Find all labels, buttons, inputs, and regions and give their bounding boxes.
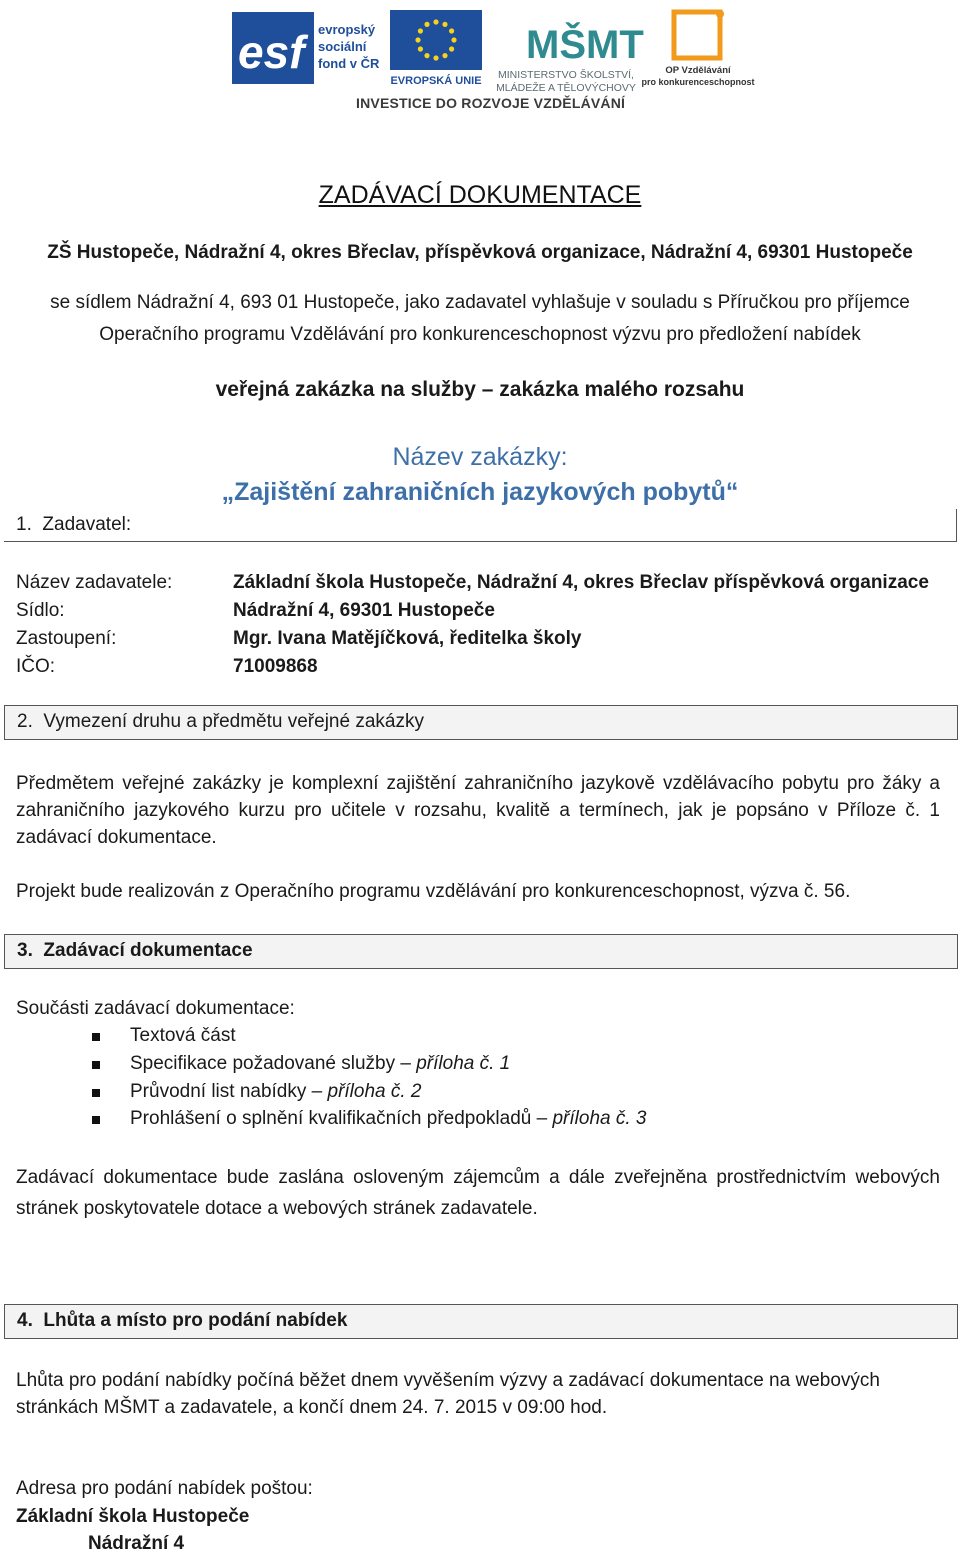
intro-line-2: Operačního programu Vzdělávání pro konkurenceschopnost výzvu pro předložení nabídek bbox=[99, 324, 861, 345]
esf-logo bbox=[232, 12, 382, 84]
esf-caption-2: sociální bbox=[318, 39, 367, 54]
info-value: Mgr. Ivana Matějíčková, ředitelka školy bbox=[233, 628, 582, 649]
contract-name-value: „Zajištění zahraničních jazykových pobytů“ bbox=[221, 478, 739, 506]
section-4-header bbox=[4, 1304, 958, 1339]
section-3-title: Zadávací dokumentace bbox=[43, 940, 253, 961]
op-caption-2: pro konkurenceschopnost bbox=[641, 77, 755, 87]
predmet-paragraph: Předmětem veřejné zakázky je komplexní zajištění zahraničního jazykově vzdělávacího pobytu pro žáky a zahraničního jazykového kurzu pro učitele v rozsahu, kvalitě a termínech, jak je popsáno v Příloze č. 1 zadávací dokumentace. bbox=[16, 773, 940, 848]
esf-logo-text: esf bbox=[238, 26, 305, 78]
info-label: Název zadavatele: bbox=[16, 572, 173, 593]
document-title: ZADÁVACÍ DOKUMENTACE bbox=[318, 181, 642, 209]
eu-flag bbox=[390, 10, 482, 70]
esf-caption-3: fond v ČR bbox=[318, 56, 380, 71]
info-row-sidlo bbox=[16, 600, 946, 628]
investice-tagline: INVESTICE DO ROZVOJE VZDĚLÁVÁNÍ bbox=[356, 95, 626, 111]
adresa-street: Nádražní 4 bbox=[88, 1533, 185, 1554]
section-1-title: Zadavatel: bbox=[42, 514, 132, 535]
op-caption-1: OP Vzdělávání bbox=[665, 65, 731, 76]
section-2-title: Vymezení druhu a předmětu veřejné zakázky bbox=[43, 711, 424, 732]
lhuta-paragraph: Lhůta pro podání nabídky počíná běžet dnem vyvěšením výzvy a zadávací dokumentace na webových stránkách MŠMT a zadavatele, a končí dnem 24. 7. 2015 v 09:00 hod. bbox=[16, 1370, 880, 1418]
adresa-label: Adresa pro podání nabídek poštou: bbox=[16, 1478, 313, 1499]
info-label: IČO: bbox=[16, 656, 56, 677]
info-value: 71009868 bbox=[233, 656, 318, 677]
section-4-number: 4. bbox=[17, 1310, 33, 1331]
msmt-mark: MŠMT bbox=[526, 23, 644, 67]
info-row-nazev bbox=[16, 572, 946, 600]
adresa-name: Základní škola Hustopeče bbox=[16, 1506, 250, 1527]
info-label: Zastoupení: bbox=[16, 628, 117, 649]
bullet-square-icon bbox=[92, 1089, 100, 1097]
section-2-header bbox=[4, 705, 958, 740]
bullet-square-icon bbox=[92, 1116, 100, 1124]
section-3-number: 3. bbox=[17, 940, 33, 961]
msmt-caption-1: MINISTERSTVO ŠKOLSTVÍ, bbox=[498, 69, 634, 81]
op-vk-logo bbox=[641, 8, 755, 88]
bullet-square-icon bbox=[92, 1033, 100, 1041]
info-value: Nádražní 4, 69301 Hustopeče bbox=[233, 600, 495, 621]
contract-name-label: Název zakázky: bbox=[392, 443, 568, 471]
eu-flag-logo bbox=[390, 10, 482, 88]
section-3-header bbox=[4, 934, 958, 969]
section-1-header bbox=[4, 509, 957, 542]
eu-caption: EVROPSKÁ UNIE bbox=[390, 75, 482, 87]
section-1-number: 1. bbox=[16, 514, 32, 535]
info-value: Základní škola Hustopeče, Nádražní 4, okres Břeclav příspěvková organizace bbox=[233, 572, 929, 593]
section-4-title: Lhůta a místo pro podání nabídek bbox=[43, 1310, 348, 1331]
esf-caption-1: evropský bbox=[318, 22, 376, 37]
bullet-square-icon bbox=[92, 1061, 100, 1069]
msmt-caption-2: MLÁDEŽE A TĚLOVÝCHOVY bbox=[496, 82, 636, 94]
projekt-paragraph: Projekt bude realizován z Operačního programu vzdělávání pro konkurenceschopnost, výzva č. 56. bbox=[16, 881, 851, 902]
soucasti-intro: Součásti zadávací dokumentace: bbox=[16, 998, 295, 1019]
op-vk-frame bbox=[674, 12, 720, 58]
intro-line-1: se sídlem Nádražní 4, 693 01 Hustopeče, jako zadavatel vyhlašuje v souladu s Příručkou pro příjemce bbox=[50, 292, 910, 313]
info-row-ico bbox=[16, 656, 946, 684]
info-row-zastoupeni bbox=[16, 628, 946, 656]
dokumentace-paragraph: Zadávací dokumentace bude zaslána osloveným zájemcům a dále zveřejněna prostřednictvím webových stránek poskytovatele dotace a webových stránek zadavatele. bbox=[16, 1167, 940, 1219]
info-label: Sídlo: bbox=[16, 600, 65, 621]
section-2-number: 2. bbox=[17, 711, 33, 732]
logo-strip bbox=[0, 0, 960, 120]
contract-type: veřejná zakázka na služby – zakázka malého rozsahu bbox=[215, 378, 745, 401]
organization-line: ZŠ Hustopeče, Nádražní 4, okres Břeclav, příspěvková organizace, Nádražní 4, 69301 Hustopeče bbox=[47, 242, 913, 263]
msmt-logo bbox=[486, 8, 646, 98]
op-vk-dot-icon bbox=[716, 10, 724, 18]
